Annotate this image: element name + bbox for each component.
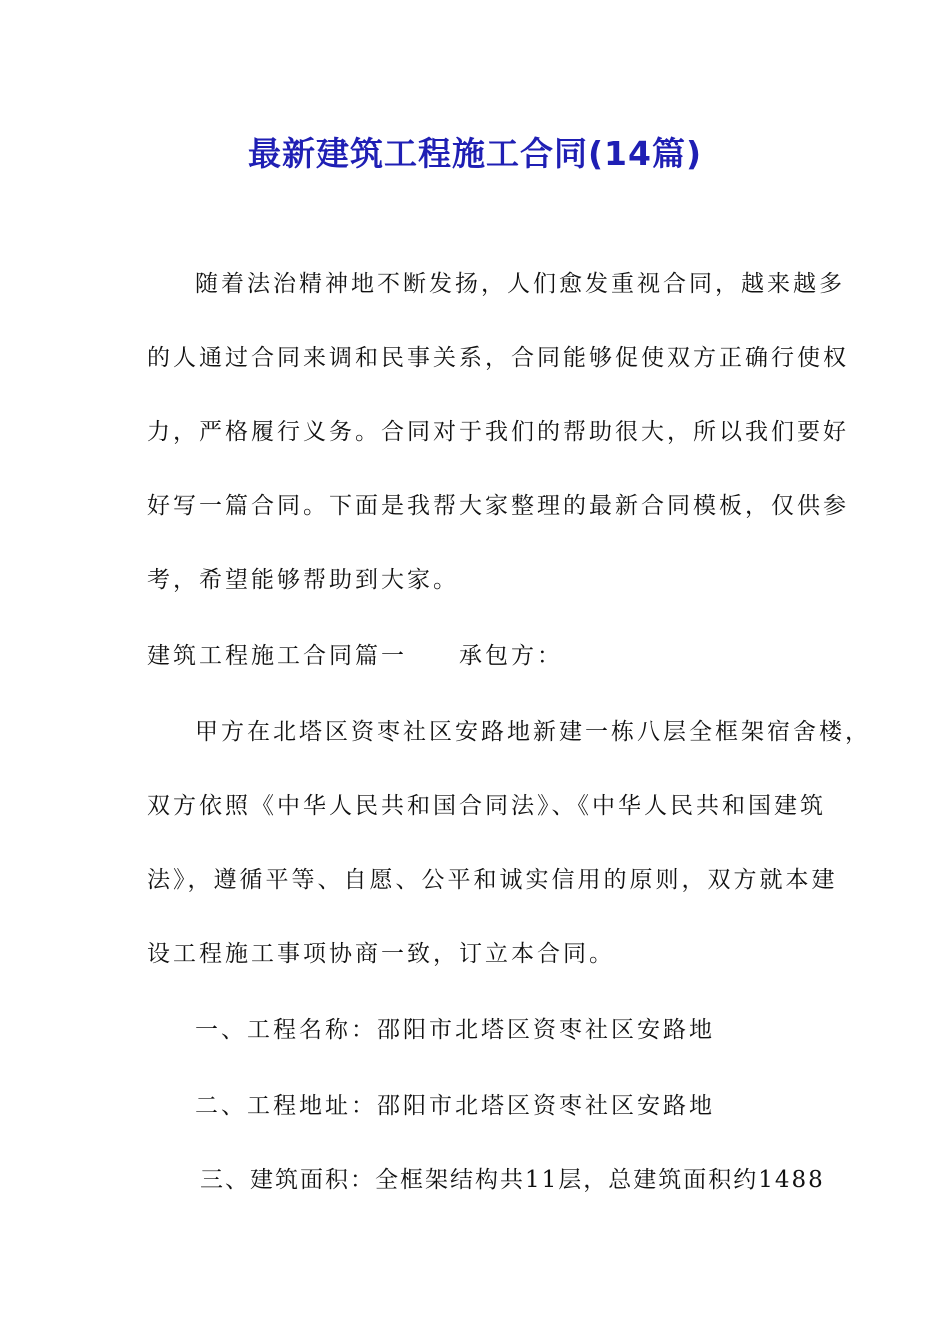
document-title: 最新建筑工程施工合同(14篇) [247, 134, 703, 173]
clause-line: 三、建筑面积：全框架结构共11层，总建筑面积约1488 [200, 1167, 825, 1193]
paragraph-line: 甲方在北塔区资枣社区安路地新建一栋八层全框架宿舍楼， [195, 719, 871, 745]
clause-line: 二、工程地址：邵阳市北塔区资枣社区安路地 [195, 1093, 715, 1119]
paragraph-line: 的人通过合同来调和民事关系，合同能够促使双方正确行使权 [147, 345, 849, 371]
paragraph-line: 设工程施工事项协商一致，订立本合同。 [147, 941, 615, 967]
clause-line: 一、工程名称：邵阳市北塔区资枣社区安路地 [195, 1017, 715, 1043]
paragraph-line: 随着法治精神地不断发扬，人们愈发重视合同，越来越多 [195, 271, 845, 297]
paragraph-line: 好写一篇合同。下面是我帮大家整理的最新合同模板，仅供参 [147, 493, 849, 519]
section-heading: 建筑工程施工合同篇一 承包方： [147, 643, 563, 669]
paragraph-line: 力，严格履行义务。合同对于我们的帮助很大，所以我们要好 [147, 419, 849, 445]
paragraph-line: 双方依照《中华人民共和国合同法》、《中华人民共和国建筑 [147, 793, 826, 819]
paragraph-line: 考，希望能够帮助到大家。 [147, 567, 459, 593]
paragraph-line: 法》，遵循平等、自愿、公平和诚实信用的原则，双方就本建 [147, 867, 838, 893]
